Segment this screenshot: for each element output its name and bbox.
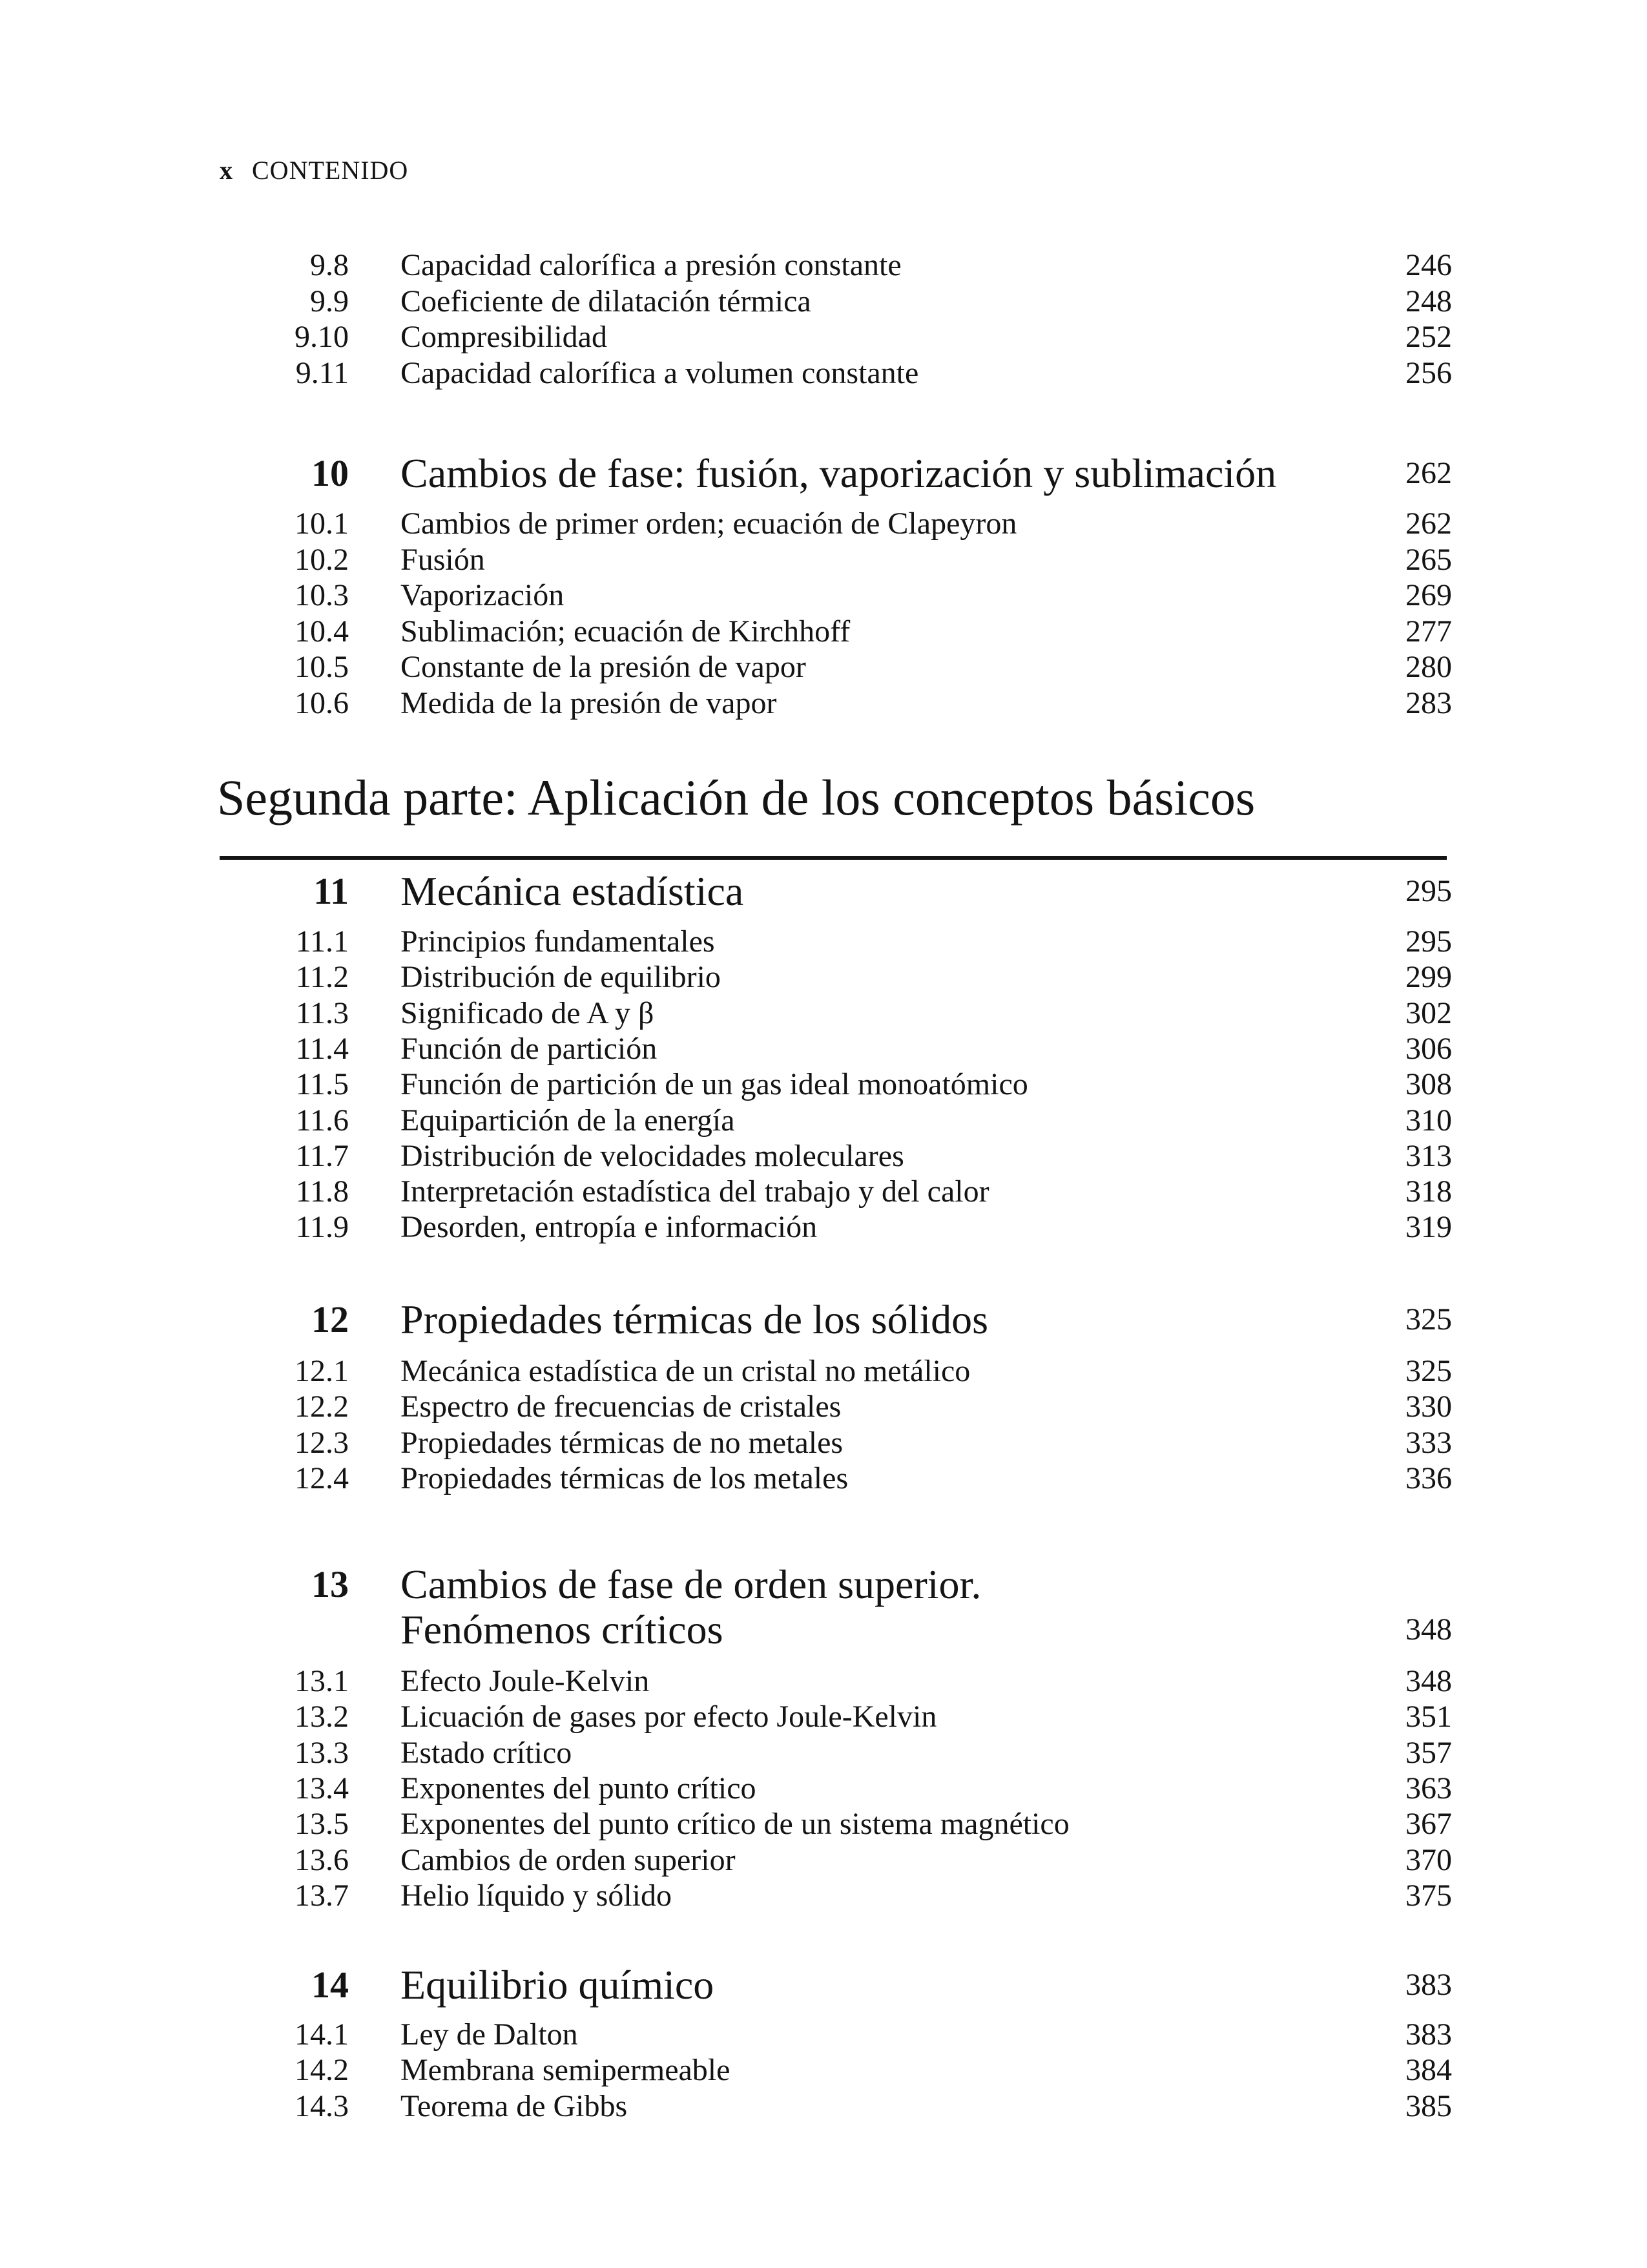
entry-title: Estado crítico xyxy=(400,1736,572,1770)
toc-entry[interactable] xyxy=(0,1461,1647,1497)
chapter-title: Cambios de fase de orden superior. xyxy=(400,1561,982,1607)
entry-number: 9.11 xyxy=(295,356,349,390)
entry-title: Medida de la presión de vapor xyxy=(400,686,777,720)
toc-entry[interactable] xyxy=(0,1806,1647,1842)
chapter-heading[interactable] xyxy=(0,450,1647,496)
chapter-title: Propiedades térmicas de los sólidos xyxy=(400,1296,989,1342)
entry-number: 11.4 xyxy=(295,1032,349,1066)
entry-title: Espectro de frecuencias de cristales xyxy=(400,1389,842,1424)
entry-title: Cambios de orden superior xyxy=(400,1843,736,1877)
entry-title: Función de partición de un gas ideal monoatómico xyxy=(400,1067,1028,1101)
entry-number: 11.6 xyxy=(295,1103,349,1138)
chapter-page: 295 xyxy=(1405,874,1452,908)
toc-entry[interactable] xyxy=(0,1425,1647,1461)
entry-page: 370 xyxy=(1405,1843,1452,1877)
toc-entry[interactable] xyxy=(0,1138,1647,1174)
entry-page: 336 xyxy=(1405,1461,1452,1495)
toc-entry[interactable] xyxy=(0,1066,1647,1103)
part-rule xyxy=(220,856,1447,860)
entry-number: 11.8 xyxy=(295,1174,349,1209)
toc-entry[interactable] xyxy=(0,995,1647,1032)
chapter-title: Cambios de fase: fusión, vaporización y sublimación xyxy=(400,450,1277,496)
chapter-heading-continued[interactable] xyxy=(0,1607,1647,1652)
running-head: CONTENIDO xyxy=(252,156,409,185)
entry-page: 357 xyxy=(1405,1736,1452,1770)
entry-title: Capacidad calorífica a presión constante xyxy=(400,248,902,282)
entry-number: 12.2 xyxy=(295,1389,349,1424)
entry-number: 12.3 xyxy=(295,1426,349,1460)
entry-page: 325 xyxy=(1405,1354,1452,1388)
entry-title: Equipartición de la energía xyxy=(400,1103,735,1138)
entry-page: 252 xyxy=(1405,320,1452,354)
entry-number: 13.2 xyxy=(295,1700,349,1734)
chapter-heading[interactable] xyxy=(0,1296,1647,1342)
entry-number: 13.1 xyxy=(295,1664,349,1698)
toc-entry[interactable] xyxy=(0,1699,1647,1735)
entry-number: 10.5 xyxy=(295,650,349,684)
toc-entry[interactable] xyxy=(0,542,1647,578)
entry-number: 9.9 xyxy=(310,284,349,318)
toc-entry[interactable] xyxy=(0,1878,1647,1914)
entry-title: Propiedades térmicas de los metales xyxy=(400,1461,849,1495)
entry-number: 10.6 xyxy=(295,686,349,720)
entry-title: Propiedades térmicas de no metales xyxy=(400,1426,844,1460)
entry-page: 277 xyxy=(1405,614,1452,649)
entry-page: 306 xyxy=(1405,1032,1452,1066)
entry-page: 384 xyxy=(1405,2053,1452,2087)
entry-page: 375 xyxy=(1405,1878,1452,1913)
entry-title: Licuación de gases por efecto Joule-Kelvin xyxy=(400,1700,937,1734)
entry-title: Distribución de equilibrio xyxy=(400,960,721,994)
toc-entry[interactable] xyxy=(0,1771,1647,1807)
entry-number: 11.2 xyxy=(295,960,349,994)
chapter-title-line2: Fenómenos críticos xyxy=(400,1607,723,1652)
entry-number: 12.4 xyxy=(295,1461,349,1495)
toc-entry[interactable] xyxy=(0,1389,1647,1425)
entry-page: 280 xyxy=(1405,650,1452,684)
entry-page: 265 xyxy=(1405,543,1452,577)
chapter-heading[interactable] xyxy=(0,1962,1647,2008)
entry-title: Teorema de Gibbs xyxy=(400,2089,628,2123)
chapter-heading[interactable] xyxy=(0,1561,1647,1607)
entry-number: 11.7 xyxy=(295,1139,349,1173)
chapter-page: 262 xyxy=(1405,456,1452,490)
entry-page: 269 xyxy=(1405,578,1452,612)
toc-entry[interactable] xyxy=(0,614,1647,650)
entry-title: Efecto Joule-Kelvin xyxy=(400,1664,650,1698)
chapter-title: Mecánica estadística xyxy=(400,868,744,914)
part-title: Segunda parte: Aplicación de los conceptos básicos xyxy=(217,769,1256,826)
entry-page: 383 xyxy=(1405,2017,1452,2052)
entry-number: 14.1 xyxy=(295,2017,349,2052)
chapter-number: 13 xyxy=(311,1563,349,1605)
toc-entry[interactable] xyxy=(0,577,1647,614)
entry-number: 13.4 xyxy=(295,1771,349,1805)
entry-title: Distribución de velocidades moleculares xyxy=(400,1139,904,1173)
entry-number: 13.3 xyxy=(295,1736,349,1770)
entry-page: 310 xyxy=(1405,1103,1452,1138)
entry-page: 363 xyxy=(1405,1771,1452,1805)
toc-entry[interactable] xyxy=(0,1663,1647,1700)
entry-title: Constante de la presión de vapor xyxy=(400,650,806,684)
entry-number: 9.8 xyxy=(310,248,349,282)
chapter-page: 325 xyxy=(1405,1302,1452,1337)
chapter-number: 10 xyxy=(311,452,349,494)
entry-page: 295 xyxy=(1405,924,1452,959)
entry-title: Membrana semipermeable xyxy=(400,2053,730,2087)
entry-title: Significado de A y β xyxy=(400,996,654,1030)
toc-entry[interactable] xyxy=(0,685,1647,722)
chapter-title: Equilibrio químico xyxy=(400,1962,714,2008)
toc-entry[interactable] xyxy=(0,1103,1647,1139)
entry-number: 10.2 xyxy=(295,543,349,577)
entry-page: 351 xyxy=(1405,1700,1452,1734)
entry-page: 283 xyxy=(1405,686,1452,720)
entry-number: 11.1 xyxy=(295,924,349,959)
toc-entry[interactable] xyxy=(0,247,1647,284)
entry-page: 313 xyxy=(1405,1139,1452,1173)
entry-page: 256 xyxy=(1405,356,1452,390)
entry-page: 367 xyxy=(1405,1807,1452,1841)
entry-title: Compresibilidad xyxy=(400,320,607,354)
entry-page: 302 xyxy=(1405,996,1452,1030)
entry-title: Principios fundamentales xyxy=(400,924,715,959)
entry-page: 318 xyxy=(1405,1174,1452,1209)
entry-title: Interpretación estadística del trabajo y del calor xyxy=(400,1174,989,1209)
chapter-number: 14 xyxy=(311,1964,349,2006)
toc-entry[interactable] xyxy=(0,2017,1647,2053)
entry-page: 319 xyxy=(1405,1210,1452,1244)
entry-title: Mecánica estadística de un cristal no metálico xyxy=(400,1354,971,1388)
entry-page: 246 xyxy=(1405,248,1452,282)
entry-number: 13.5 xyxy=(295,1807,349,1841)
entry-number: 11.9 xyxy=(295,1210,349,1244)
page-number-roman: x xyxy=(220,156,233,185)
toc-entry[interactable] xyxy=(0,1842,1647,1878)
entry-title: Capacidad calorífica a volumen constante xyxy=(400,356,919,390)
chapter-heading[interactable] xyxy=(0,868,1647,914)
entry-number: 13.7 xyxy=(295,1878,349,1913)
entry-number: 11.5 xyxy=(295,1067,349,1101)
toc-entry[interactable] xyxy=(0,1209,1647,1245)
entry-number: 9.10 xyxy=(295,320,349,354)
entry-title: Sublimación; ecuación de Kirchhoff xyxy=(400,614,851,649)
entry-page: 330 xyxy=(1405,1389,1452,1424)
toc-entry[interactable] xyxy=(0,1174,1647,1210)
page-header xyxy=(220,155,408,185)
entry-title: Desorden, entropía e información xyxy=(400,1210,818,1244)
toc-entry[interactable] xyxy=(0,959,1647,995)
entry-number: 10.3 xyxy=(295,578,349,612)
entry-page: 385 xyxy=(1405,2089,1452,2123)
entry-title: Coeficiente de dilatación térmica xyxy=(400,284,811,318)
toc-entry[interactable] xyxy=(0,2052,1647,2088)
chapter-page: 348 xyxy=(1405,1612,1452,1647)
entry-page: 248 xyxy=(1405,284,1452,318)
entry-title: Helio líquido y sólido xyxy=(400,1878,672,1913)
entry-title: Cambios de primer orden; ecuación de Clapeyron xyxy=(400,506,1017,541)
entry-number: 14.3 xyxy=(295,2089,349,2123)
entry-number: 14.2 xyxy=(295,2053,349,2087)
entry-number: 10.4 xyxy=(295,614,349,649)
toc-entry[interactable] xyxy=(0,1031,1647,1067)
entry-page: 308 xyxy=(1405,1067,1452,1101)
entry-number: 13.6 xyxy=(295,1843,349,1877)
chapter-number: 11 xyxy=(313,870,349,912)
toc-entry[interactable] xyxy=(0,506,1647,542)
toc-entry[interactable] xyxy=(0,924,1647,960)
entry-title: Fusión xyxy=(400,543,485,577)
entry-number: 12.1 xyxy=(295,1354,349,1388)
chapter-number: 12 xyxy=(311,1298,349,1340)
entry-title: Ley de Dalton xyxy=(400,2017,578,2052)
toc-entry[interactable] xyxy=(0,319,1647,355)
entry-number: 11.3 xyxy=(295,996,349,1030)
entry-title: Función de partición xyxy=(400,1032,658,1066)
entry-page: 262 xyxy=(1405,506,1452,541)
entry-page: 348 xyxy=(1405,1664,1452,1698)
entry-page: 299 xyxy=(1405,960,1452,994)
entry-title: Vaporización xyxy=(400,578,565,612)
toc-entry[interactable] xyxy=(0,1353,1647,1389)
toc-entry[interactable] xyxy=(0,1735,1647,1771)
chapter-page: 383 xyxy=(1405,1968,1452,2002)
entry-page: 333 xyxy=(1405,1426,1452,1460)
entry-number: 10.1 xyxy=(295,506,349,541)
toc-entry[interactable] xyxy=(0,284,1647,320)
entry-title: Exponentes del punto crítico de un sistema magnético xyxy=(400,1807,1070,1841)
toc-entry[interactable] xyxy=(0,355,1647,391)
entry-title: Exponentes del punto crítico xyxy=(400,1771,756,1805)
toc-entry[interactable] xyxy=(0,649,1647,685)
toc-entry[interactable] xyxy=(0,2088,1647,2125)
